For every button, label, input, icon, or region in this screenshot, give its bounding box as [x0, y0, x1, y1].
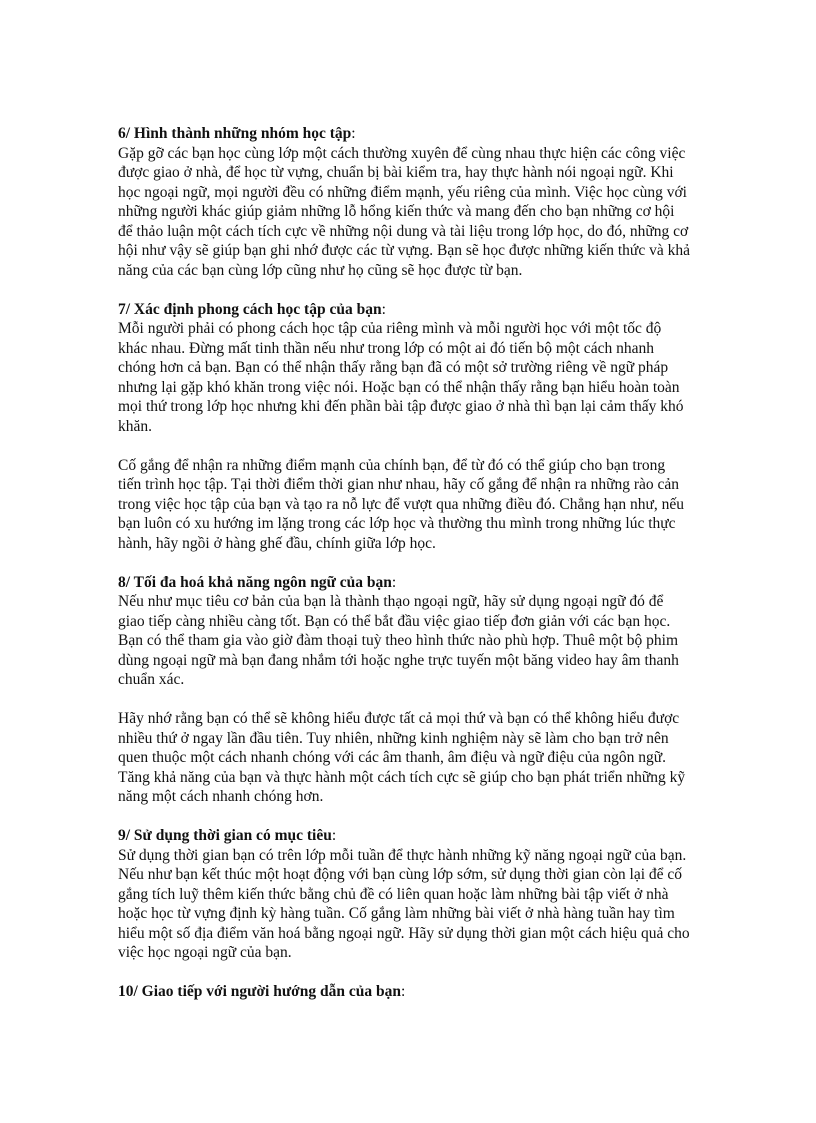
- paragraph: Hãy nhớ rằng bạn có thể sẽ không hiểu được tất cả mọi thứ và bạn có thể không hiểu được nhiều thứ ở ngay lần đầu tiên. Tuy nhiên, những kinh nghiệm này sẽ làm cho bạn trở nên quen thuộc một cách nhanh chóng với các âm thanh, âm điệu và ngữ điệu của ngôn ngữ. Tăng khả năng của bạn và thực hành một cách tích cực sẽ giúp cho bạn phát triển những kỹ năng một cách nhanh chóng hơn.: [118, 710, 686, 805]
- section-heading: 8/ Tối đa hoá khả năng ngôn ngữ của bạn:: [118, 573, 397, 591]
- section-7: [118, 300, 690, 554]
- section-heading: 7/ Xác định phong cách học tập của bạn:: [118, 300, 386, 318]
- section-heading: 9/ Sử dụng thời gian có mục tiêu:: [118, 827, 337, 844]
- section-9: [118, 826, 690, 963]
- section-10: [118, 982, 690, 1002]
- section-heading: 10/ Giao tiếp với người hướng dẫn của bạn:: [118, 983, 406, 1000]
- section-6: [118, 124, 690, 280]
- paragraph: Sử dụng thời gian bạn có trên lớp mỗi tuần để thực hành những kỹ năng ngoại ngữ của bạn. Nếu như bạn kết thúc một hoạt động với bạn cùng lớp sớm, sử dụng thời gian còn lại để cố gắng tích luỹ thêm kiến thức bằng chủ đề có liên quan hoặc làm những bài tập viết ở nhà hoặc học từ vựng định kỳ hàng tuần. Cố gắng làm những bài viết ở nhà hàng tuần hay tìm hiểu một số địa điểm văn hoá bằng ngoại ngữ. Hãy sử dụng thời gian một cách hiệu quả cho việc học ngoại ngữ của bạn.: [118, 846, 690, 961]
- paragraph: Cố gắng để nhận ra những điểm mạnh của chính bạn, để từ đó có thể giúp cho bạn trong tiến trình học tập. Tại thời điểm thời gian như nhau, hãy cố gắng để nhận ra những rào cản trong việc học tập của bạn và tạo ra nỗ lực để vượt qua những điều đó. Chẳng hạn như, nếu bạn luôn có xu hướng im lặng trong các lớp học và thường thu mình trong những lúc thực hành, hãy ngồi ở hàng ghế đầu, chính giữa lớp học.: [118, 456, 685, 552]
- document-page: [118, 124, 690, 1002]
- section-8: [118, 573, 690, 807]
- section-heading: 6/ Hình thành những nhóm học tập:: [118, 125, 356, 142]
- paragraph: Mỗi người phải có phong cách học tập của riêng mình và mỗi người học với một tốc độ khác nhau. Đừng mất tinh thần nếu như trong lớp có một ai đó tiến bộ một cách nhanh chóng hơn cả bạn. Bạn có thể nhận thấy rằng bạn đã có một sở trường riêng về ngữ pháp nhưng lại gặp khó khăn trong việc nói. Hoặc bạn có thể nhận thấy rằng bạn hiểu hoàn toàn mọi thứ trong lớp học nhưng khi đến phần bài tập được giao ở nhà thì bạn lại cảm thấy khó khăn.: [118, 320, 684, 435]
- paragraph: Nếu như mục tiêu cơ bản của bạn là thành thạo ngoại ngữ, hãy sử dụng ngoại ngữ đó để giao tiếp càng nhiều càng tốt. Bạn có thể bắt đầu việc giao tiếp đơn giản với các bạn học. Bạn có thể tham gia vào giờ đàm thoại tuỳ theo hình thức nào phù hợp. Thuê một bộ phim dùng ngoại ngữ mà bạn đang nhắm tới hoặc nghe trực tuyến một băng video hay âm thanh chuẩn xác.: [118, 593, 679, 688]
- paragraph: Gặp gỡ các bạn học cùng lớp một cách thường xuyên để cùng nhau thực hiện các công việc được giao ở nhà, để học từ vựng, chuẩn bị bài kiểm tra, hay thực hành nói ngoại ngữ. Khi học ngoại ngữ, mọi người đều có những điểm mạnh, yếu riêng của mình. Việc học cùng với những người khác giúp giảm những lỗ hổng kiến thức và mang đến cho bạn những cơ hội để thảo luận một cách tích cực về những nội dung và tài liệu trong lớp học, do đó, những cơ hội như vậy sẽ giúp bạn ghi nhớ được các từ vựng. Bạn sẽ học được những kiến thức và khả năng của các bạn cùng lớp cũng như họ cũng sẽ học được từ bạn.: [118, 144, 690, 279]
